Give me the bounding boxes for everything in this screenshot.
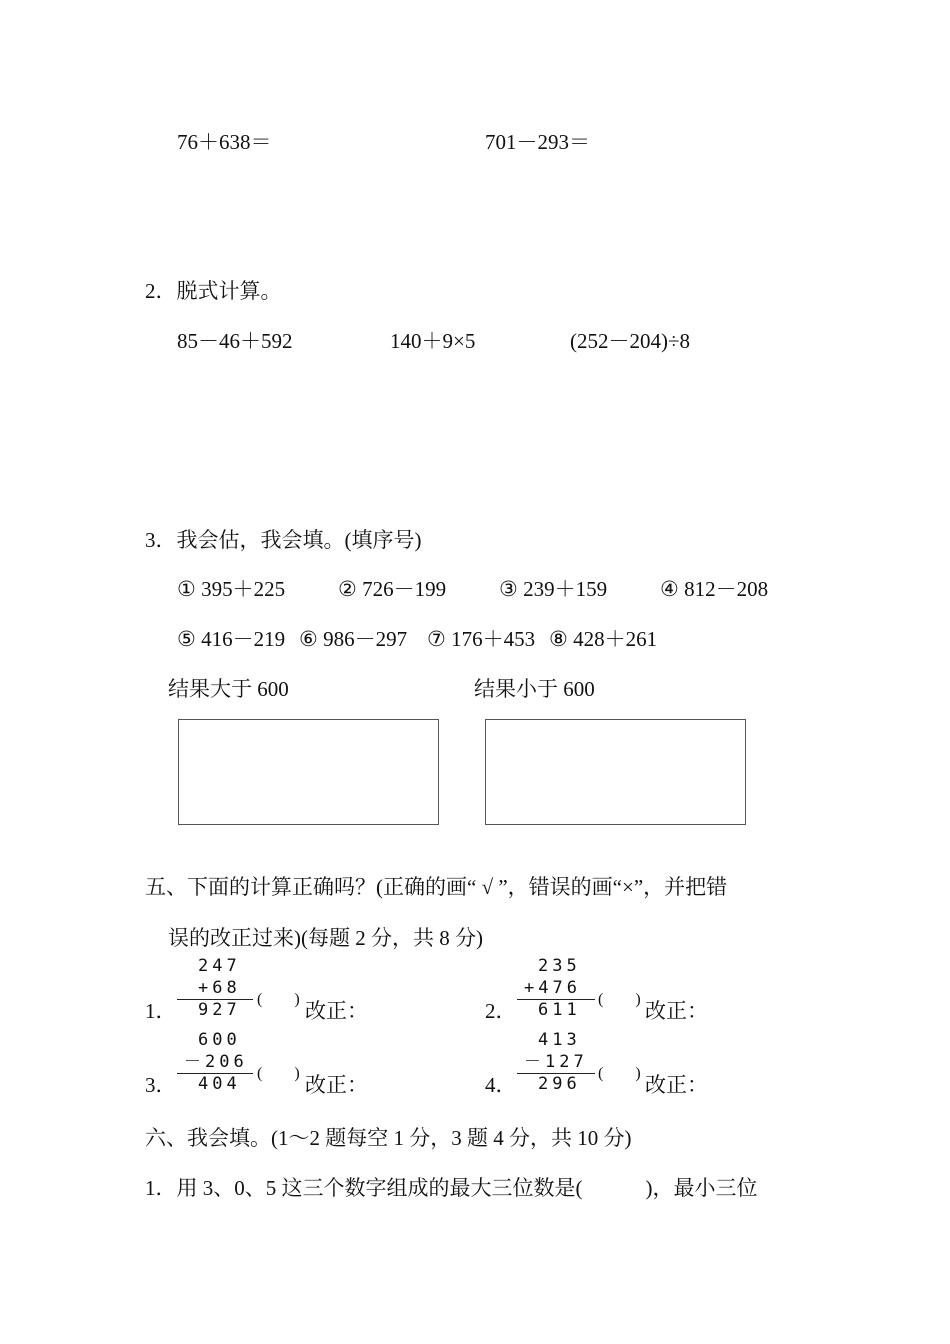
section-5-title-line1: 五、下面的计算正确吗？(正确的画“ √ ”，错误的画“×”，并把错 <box>145 875 728 899</box>
calc-4-line <box>517 1073 595 1074</box>
option-5: ⑤ 416－219 <box>177 627 286 651</box>
calc-4-result: 296 <box>538 1074 581 1094</box>
calc-4-operator: － <box>524 1052 545 1072</box>
section-6-question-1: 1．用 3、0、5 这三个数字组成的最大三位数是( )，最小三位 <box>145 1176 758 1200</box>
calc-3-operator: － <box>184 1052 205 1072</box>
item-1-answer-paren[interactable]: ( ) <box>257 991 300 1008</box>
item-3-answer-paren[interactable]: ( ) <box>257 1065 300 1082</box>
calc-1-bottom: 68 <box>212 978 241 998</box>
calc-3-bottom: 206 <box>205 1052 248 1072</box>
expr-701-minus-293: 701－293＝ <box>485 130 590 154</box>
item-3-number: 3． <box>145 1073 177 1097</box>
calc-2-result: 611 <box>538 1000 581 1020</box>
q2-expr-2: 140＋9×5 <box>390 329 476 353</box>
calc-1-result: 927 <box>198 1000 241 1020</box>
section-5-title-line2: 误的改正过来)(每题 2 分，共 8 分) <box>168 926 483 950</box>
item-3-fix-label: 改正： <box>305 1073 368 1097</box>
item-4-answer-paren[interactable]: ( ) <box>598 1065 641 1082</box>
option-1: ① 395＋225 <box>177 577 286 601</box>
calc-2-bottom: 476 <box>538 978 581 998</box>
label-less-600: 结果小于 600 <box>474 677 595 701</box>
calc-2-line <box>517 999 595 1000</box>
option-8: ⑧ 428＋261 <box>549 627 658 651</box>
question-3-title: 3．我会估，我会填。(填序号) <box>145 528 422 552</box>
expr-76-plus-638: 76＋638＝ <box>177 130 272 154</box>
option-3: ③ 239＋159 <box>499 577 608 601</box>
item-1-number: 1． <box>145 999 177 1023</box>
calc-3-result: 404 <box>198 1074 241 1094</box>
vertical-calc-1 <box>198 958 241 1024</box>
calc-4-bottom: 127 <box>545 1052 588 1072</box>
item-4-number: 4． <box>485 1073 517 1097</box>
item-4-fix-label: 改正： <box>645 1073 708 1097</box>
question-2-title: 2．脱式计算。 <box>145 279 282 303</box>
item-2-answer-paren[interactable]: ( ) <box>598 991 641 1008</box>
calc-3-line <box>177 1073 253 1074</box>
option-4: ④ 812－208 <box>660 577 769 601</box>
label-greater-600: 结果大于 600 <box>168 677 289 701</box>
item-2-fix-label: 改正： <box>645 999 708 1023</box>
calc-4-top: 413 <box>538 1030 581 1050</box>
section-6-title: 六、我会填。(1～2 题每空 1 分，3 题 4 分，共 10 分) <box>145 1126 632 1150</box>
calc-3-top: 600 <box>198 1030 241 1050</box>
calc-2-operator: + <box>524 978 539 998</box>
vertical-calc-3 <box>184 1030 248 1098</box>
answer-box-greater[interactable] <box>178 719 439 825</box>
answer-box-less[interactable] <box>485 719 746 825</box>
q2-expr-3: (252－204)÷8 <box>570 329 691 353</box>
item-1-fix-label: 改正： <box>305 999 368 1023</box>
option-6: ⑥ 986－297 <box>299 627 408 651</box>
calc-1-operator: + <box>198 978 213 998</box>
vertical-calc-4 <box>524 1030 588 1098</box>
calc-1-top: 247 <box>198 956 241 976</box>
vertical-calc-2 <box>524 956 581 1024</box>
option-2: ② 726－199 <box>338 577 447 601</box>
option-7: ⑦ 176＋453 <box>427 627 536 651</box>
calc-1-line <box>177 999 253 1000</box>
q2-expr-1: 85－46＋592 <box>177 329 293 353</box>
calc-2-top: 235 <box>538 956 581 976</box>
item-2-number: 2． <box>485 999 517 1023</box>
